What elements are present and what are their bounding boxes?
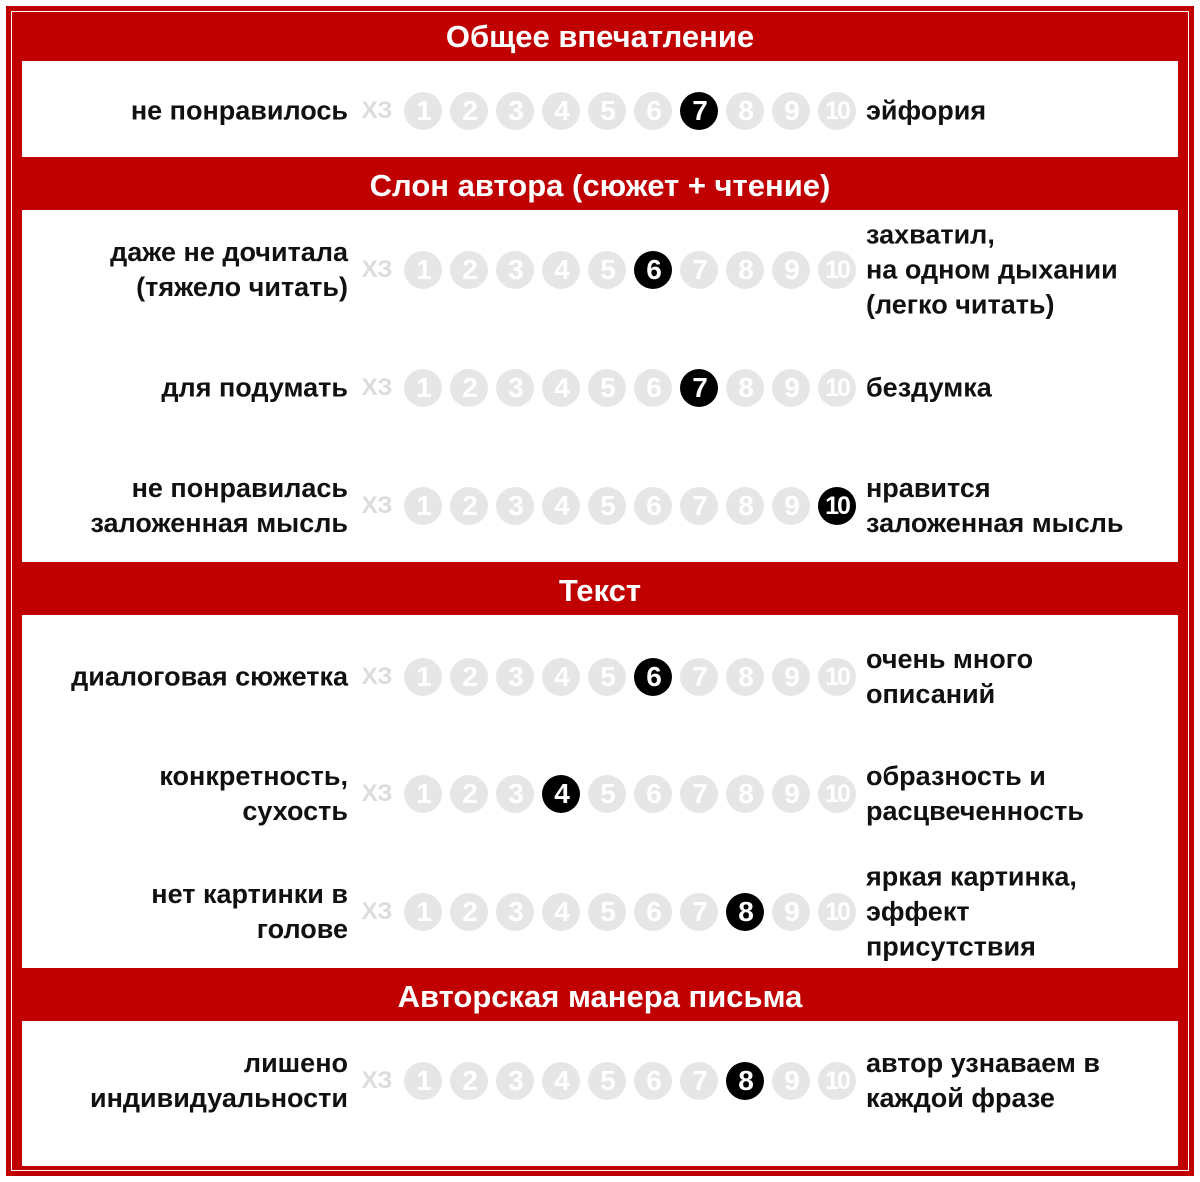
scale-option-9[interactable]: 9: [772, 893, 810, 931]
scale-option-4[interactable]: 4: [542, 251, 580, 289]
scale-option-7[interactable]: 7: [680, 775, 718, 813]
scale-option-6-selected[interactable]: 6: [634, 251, 672, 289]
section-header: Слон автора (сюжет + чтение): [369, 168, 831, 203]
dont-know-option[interactable]: ХЗ: [361, 663, 393, 690]
scale-option-5[interactable]: 5: [588, 893, 626, 931]
scale-option-5[interactable]: 5: [588, 658, 626, 696]
scale-option-3[interactable]: 3: [496, 369, 534, 407]
right-pole-label: очень много описаний: [866, 644, 1034, 709]
dont-know-option[interactable]: ХЗ: [361, 492, 393, 519]
scale-option-4[interactable]: 4: [542, 1062, 580, 1100]
scale-option-2[interactable]: 2: [450, 893, 488, 931]
left-pole-label: для подумать: [161, 372, 348, 403]
scale-option-2[interactable]: 2: [450, 658, 488, 696]
dont-know-option[interactable]: ХЗ: [361, 1067, 393, 1094]
scale-option-4[interactable]: 4: [542, 369, 580, 407]
scale-option-10[interactable]: 10: [818, 251, 856, 289]
scale-option-7[interactable]: 7: [680, 251, 718, 289]
scale-option-1[interactable]: 1: [404, 658, 442, 696]
left-pole-label: не понравилась заложенная мысль: [90, 473, 348, 538]
scale-option-2[interactable]: 2: [450, 92, 488, 130]
section-header: Текст: [558, 573, 642, 608]
scale-option-8[interactable]: 8: [726, 92, 764, 130]
section-header: Авторская манера письма: [397, 979, 803, 1014]
right-pole-label: нравится заложенная мысль: [866, 473, 1124, 538]
scale-option-6[interactable]: 6: [634, 775, 672, 813]
scale-option-4[interactable]: 4: [542, 658, 580, 696]
scale-option-10[interactable]: 10: [818, 369, 856, 407]
scale-option-8[interactable]: 8: [726, 775, 764, 813]
scale-option-3[interactable]: 3: [496, 251, 534, 289]
scale-option-7[interactable]: 7: [680, 893, 718, 931]
scale-option-2[interactable]: 2: [450, 775, 488, 813]
scale-option-1[interactable]: 1: [404, 251, 442, 289]
scale-option-2[interactable]: 2: [450, 487, 488, 525]
scale-option-3[interactable]: 3: [496, 893, 534, 931]
scale-option-7[interactable]: 7: [680, 658, 718, 696]
right-pole-label: образность и расцвеченность: [866, 761, 1084, 826]
scale-option-9[interactable]: 9: [772, 1062, 810, 1100]
scale-option-10[interactable]: 10: [818, 1062, 856, 1100]
right-pole-label: бездумка: [866, 372, 992, 403]
scale-option-3[interactable]: 3: [496, 487, 534, 525]
scale-option-4[interactable]: 4: [542, 487, 580, 525]
scale-option-4[interactable]: 4: [542, 92, 580, 130]
right-pole-label: яркая картинка, эффект присутствия: [866, 861, 1077, 962]
scale-option-10-selected[interactable]: 10: [818, 487, 856, 525]
scale-option-1[interactable]: 1: [404, 893, 442, 931]
scale-option-5[interactable]: 5: [588, 775, 626, 813]
scale-option-3[interactable]: 3: [496, 775, 534, 813]
section-header: Общее впечатление: [445, 19, 755, 54]
scale-option-7-selected[interactable]: 7: [680, 369, 718, 407]
scale-option-8-selected[interactable]: 8: [726, 1062, 764, 1100]
scale-option-6[interactable]: 6: [634, 893, 672, 931]
scale-option-1[interactable]: 1: [404, 1062, 442, 1100]
scale-option-4[interactable]: 4: [542, 893, 580, 931]
scale-option-9[interactable]: 9: [772, 251, 810, 289]
scale-option-7-selected[interactable]: 7: [680, 92, 718, 130]
left-pole-label: нет картинки в голове: [151, 879, 348, 944]
scale-option-1[interactable]: 1: [404, 92, 442, 130]
scale-option-6[interactable]: 6: [634, 92, 672, 130]
scale-option-3[interactable]: 3: [496, 1062, 534, 1100]
scale-option-2[interactable]: 2: [450, 1062, 488, 1100]
scale-option-2[interactable]: 2: [450, 251, 488, 289]
scale-option-8[interactable]: 8: [726, 658, 764, 696]
scale-option-9[interactable]: 9: [772, 92, 810, 130]
scale-option-4-selected[interactable]: 4: [542, 775, 580, 813]
scale-option-8[interactable]: 8: [726, 369, 764, 407]
scale-option-9[interactable]: 9: [772, 487, 810, 525]
scale-option-10[interactable]: 10: [818, 658, 856, 696]
scale-option-9[interactable]: 9: [772, 369, 810, 407]
scale-option-10[interactable]: 10: [818, 92, 856, 130]
scale-option-7[interactable]: 7: [680, 1062, 718, 1100]
scale-option-1[interactable]: 1: [404, 775, 442, 813]
scale-option-3[interactable]: 3: [496, 92, 534, 130]
scale-option-2[interactable]: 2: [450, 369, 488, 407]
scale-option-10[interactable]: 10: [818, 775, 856, 813]
dont-know-option[interactable]: ХЗ: [361, 780, 393, 807]
dont-know-option[interactable]: ХЗ: [361, 97, 393, 124]
dont-know-option[interactable]: ХЗ: [361, 374, 393, 401]
scale-option-1[interactable]: 1: [404, 487, 442, 525]
scale-option-3[interactable]: 3: [496, 658, 534, 696]
dont-know-option[interactable]: ХЗ: [361, 256, 393, 283]
scale-option-1[interactable]: 1: [404, 369, 442, 407]
scale-option-8[interactable]: 8: [726, 251, 764, 289]
scale-option-6-selected[interactable]: 6: [634, 658, 672, 696]
scale-option-5[interactable]: 5: [588, 487, 626, 525]
left-pole-label: конкретность, сухость: [159, 761, 348, 826]
scale-option-9[interactable]: 9: [772, 658, 810, 696]
scale-option-5[interactable]: 5: [588, 1062, 626, 1100]
scale-option-6[interactable]: 6: [634, 369, 672, 407]
scale-option-5[interactable]: 5: [588, 369, 626, 407]
right-pole-label: захватил, на одном дыхании (легко читать): [866, 219, 1118, 320]
right-pole-label: автор узнаваем в каждой фразе: [866, 1048, 1101, 1113]
scale-option-6[interactable]: 6: [634, 487, 672, 525]
scale-option-6[interactable]: 6: [634, 1062, 672, 1100]
scale-option-7[interactable]: 7: [680, 487, 718, 525]
scale-option-8[interactable]: 8: [726, 487, 764, 525]
scale-option-5[interactable]: 5: [588, 251, 626, 289]
left-pole-label: лишено индивидуальности: [89, 1048, 348, 1113]
scale-option-9[interactable]: 9: [772, 775, 810, 813]
scale-option-10[interactable]: 10: [818, 893, 856, 931]
right-pole-label: эйфория: [866, 95, 987, 126]
left-pole-label: диалоговая сюжетка: [71, 661, 348, 692]
dont-know-option[interactable]: ХЗ: [361, 898, 393, 925]
left-pole-label: даже не дочитала (тяжело читать): [110, 237, 348, 302]
scale-option-5[interactable]: 5: [588, 92, 626, 130]
scale-option-8-selected[interactable]: 8: [726, 893, 764, 931]
left-pole-label: не понравилось: [130, 95, 348, 126]
